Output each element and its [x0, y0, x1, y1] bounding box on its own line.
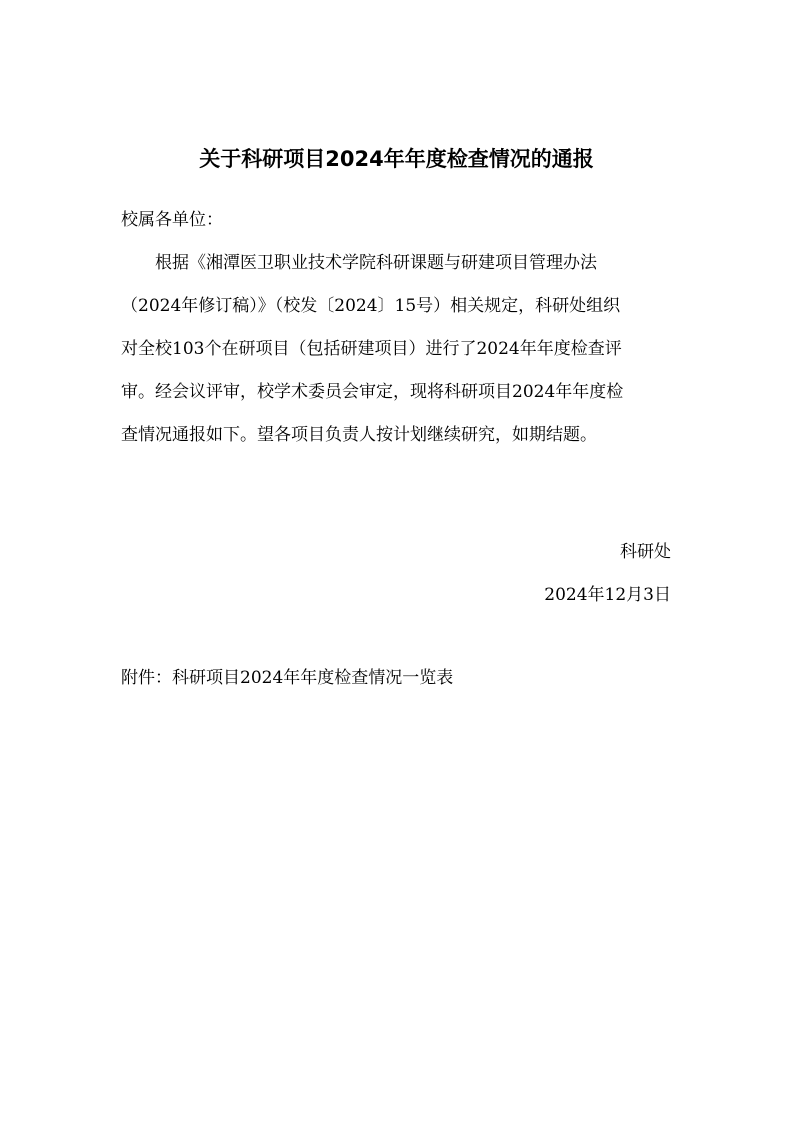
attachment-note: 附件：科研项目2024年年度检查情况一览表: [121, 668, 454, 688]
body-line: 对全校103个在研项目（包括研建项目）进行了2024年年度检查评: [121, 339, 622, 359]
signature-date: 2024年12月3日: [544, 585, 671, 605]
salutation: 校属各单位：: [121, 210, 223, 230]
document-title: 关于科研项目2024年年度检查情况的通报: [199, 147, 594, 171]
signature-department: 科研处: [620, 542, 671, 562]
body-line: 查情况通报如下。望各项目负责人按计划继续研究，如期结题。: [121, 425, 597, 445]
body-line: 根据《湘潭医卫职业技术学院科研课题与研建项目管理办法: [121, 253, 597, 273]
body-line: （2024年修订稿）》（校发〔2024〕15号）相关规定，科研处组织: [121, 296, 621, 316]
body-paragraph: [121, 246, 681, 461]
body-line: 审。经会议评审，校学术委员会审定，现将科研项目2024年年度检: [121, 382, 624, 402]
